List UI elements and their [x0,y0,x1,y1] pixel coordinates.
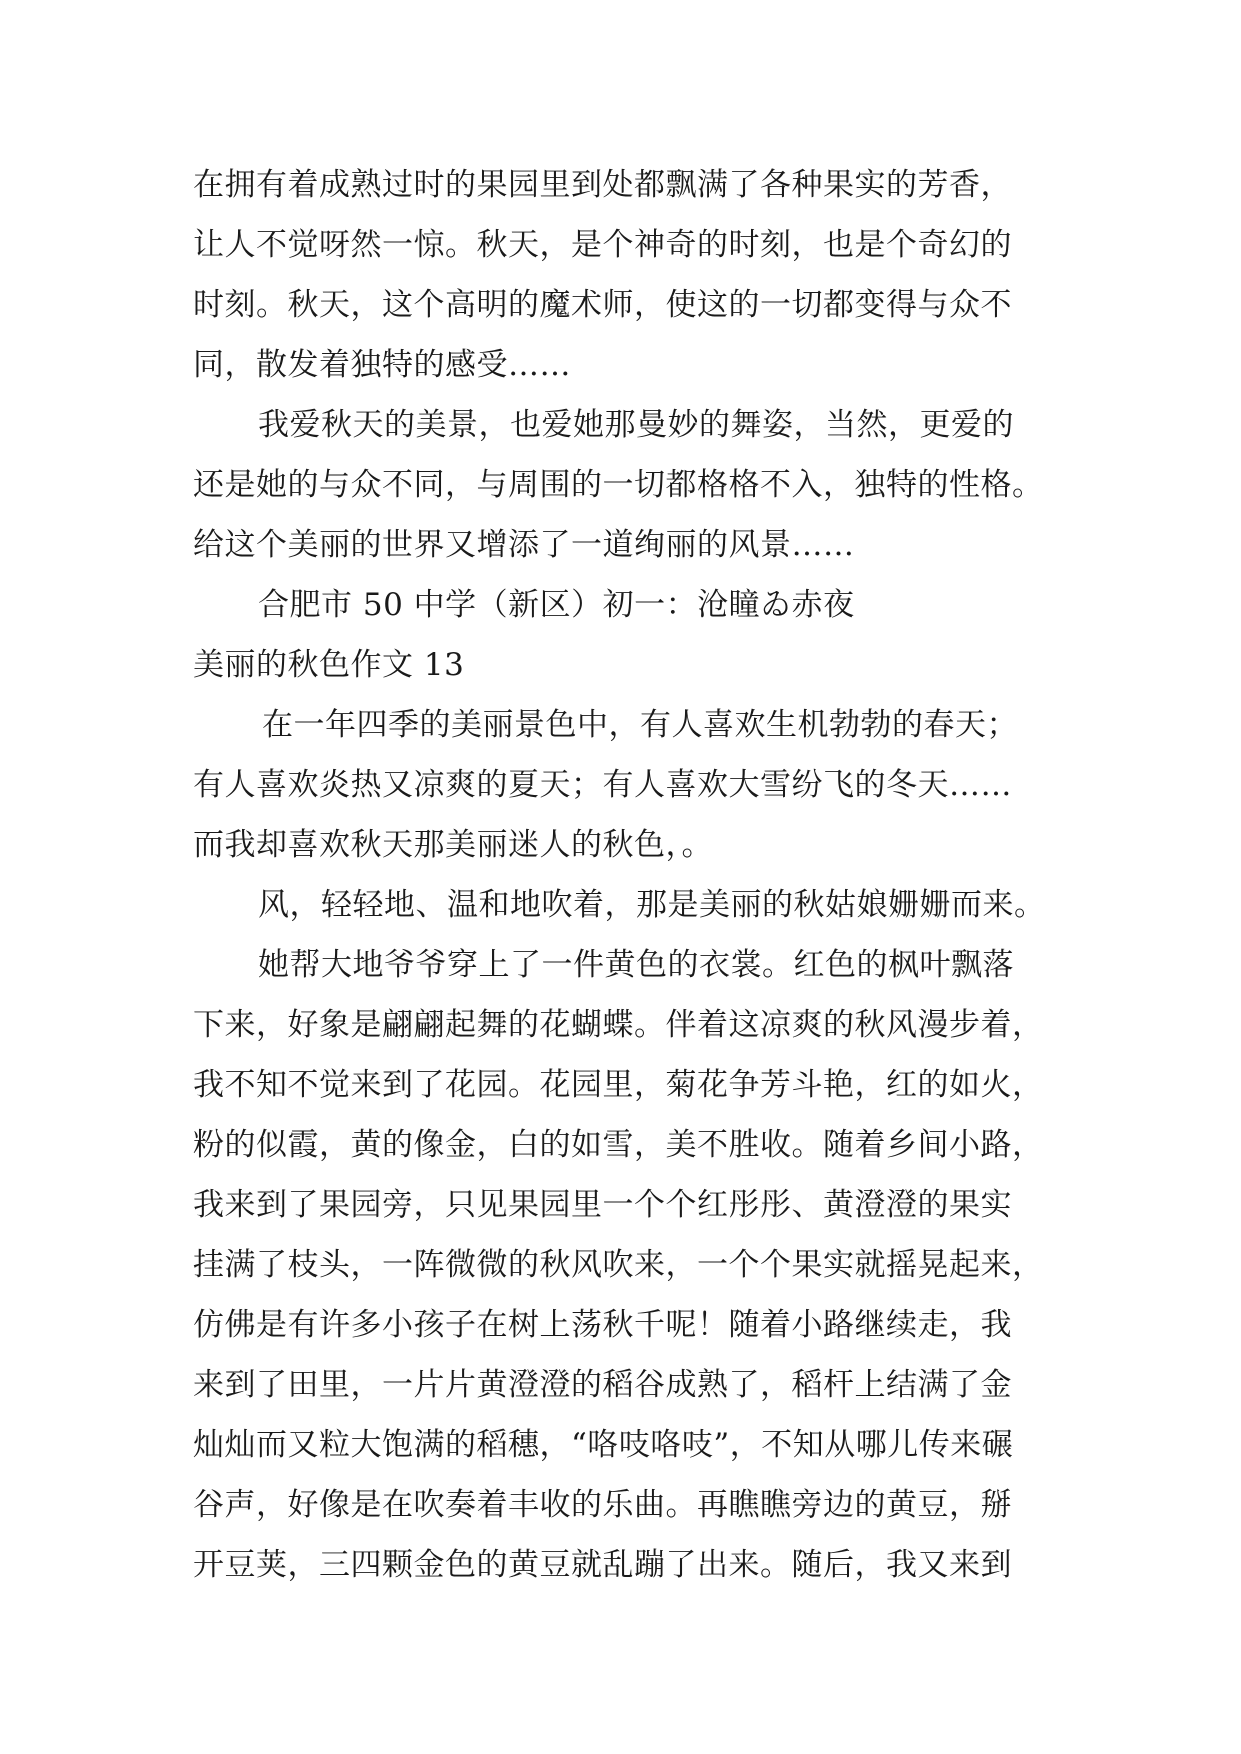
text-line: 开豆荚，三四颗金色的黄豆就乱蹦了出来。随后，我又来到 [193,1547,1012,1583]
text-line: 而我却喜欢秋天那美丽迷人的秋色，。 [193,827,713,863]
text-line: 来到了田里，一片片黄澄澄的稻谷成熟了，稻杆上结满了金 [193,1367,1012,1403]
text-line: 粉的似霞，黄的像金，白的如雪，美不胜收。随着乡间小路， [193,1127,1044,1163]
author-line: 合肥市 50 中学（新区）初一：沧瞳ゐ赤夜 [258,587,855,623]
text-line: 时刻。秋天，这个高明的魔术师，使这的一切都变得与众不 [193,287,1012,323]
text-line: 灿灿而又粒大饱满的稻穗，“咯吱咯吱”，不知从哪儿传来碾 [193,1427,1014,1463]
text-line: 下来，好象是翩翩起舞的花蝴蝶。伴着这凉爽的秋风漫步着， [193,1007,1044,1043]
text-line: 同，散发着独特的感受…… [193,347,571,383]
text-line: 在拥有着成熟过时的果园里到处都飘满了各种果实的芳香， [193,167,1012,203]
text-line: 谷声，好像是在吹奏着丰收的乐曲。再瞧瞧旁边的黄豆，掰 [193,1487,1012,1523]
text-line: 仿佛是有许多小孩子在树上荡秋千呢！随着小路继续走，我 [193,1307,1012,1343]
text-line: 风，轻轻地、温和地吹着，那是美丽的秋姑娘姗姗而来。 [258,887,1046,923]
text-line: 给这个美丽的世界又增添了一道绚丽的风景…… [193,527,855,563]
text-line: 有人喜欢炎热又凉爽的夏天；有人喜欢大雪纷飞的冬天…… [193,767,1012,803]
text-line: 挂满了枝头，一阵微微的秋风吹来，一个个果实就摇晃起来， [193,1247,1044,1283]
text-line: 还是她的与众不同，与周围的一切都格格不入，独特的性格。 [193,467,1044,503]
text-line: 让人不觉呀然一惊。秋天，是个神奇的时刻，也是个奇幻的 [193,227,1012,263]
text-line: 我不知不觉来到了花园。花园里，菊花争芳斗艳，红的如火， [193,1067,1044,1103]
text-line: 我来到了果园旁，只见果园里一个个红彤彤、黄澄澄的果实 [193,1187,1012,1223]
text-line: 她帮大地爷爷穿上了一件黄色的衣裳。红色的枫叶飘落 [258,947,1014,983]
text-line: 在一年四季的美丽景色中，有人喜欢生机勃勃的春天； [262,707,1018,743]
section-title: 美丽的秋色作文 13 [193,647,465,683]
text-line: 我爱秋天的美景，也爱她那曼妙的舞姿，当然，更爱的 [258,407,1014,443]
